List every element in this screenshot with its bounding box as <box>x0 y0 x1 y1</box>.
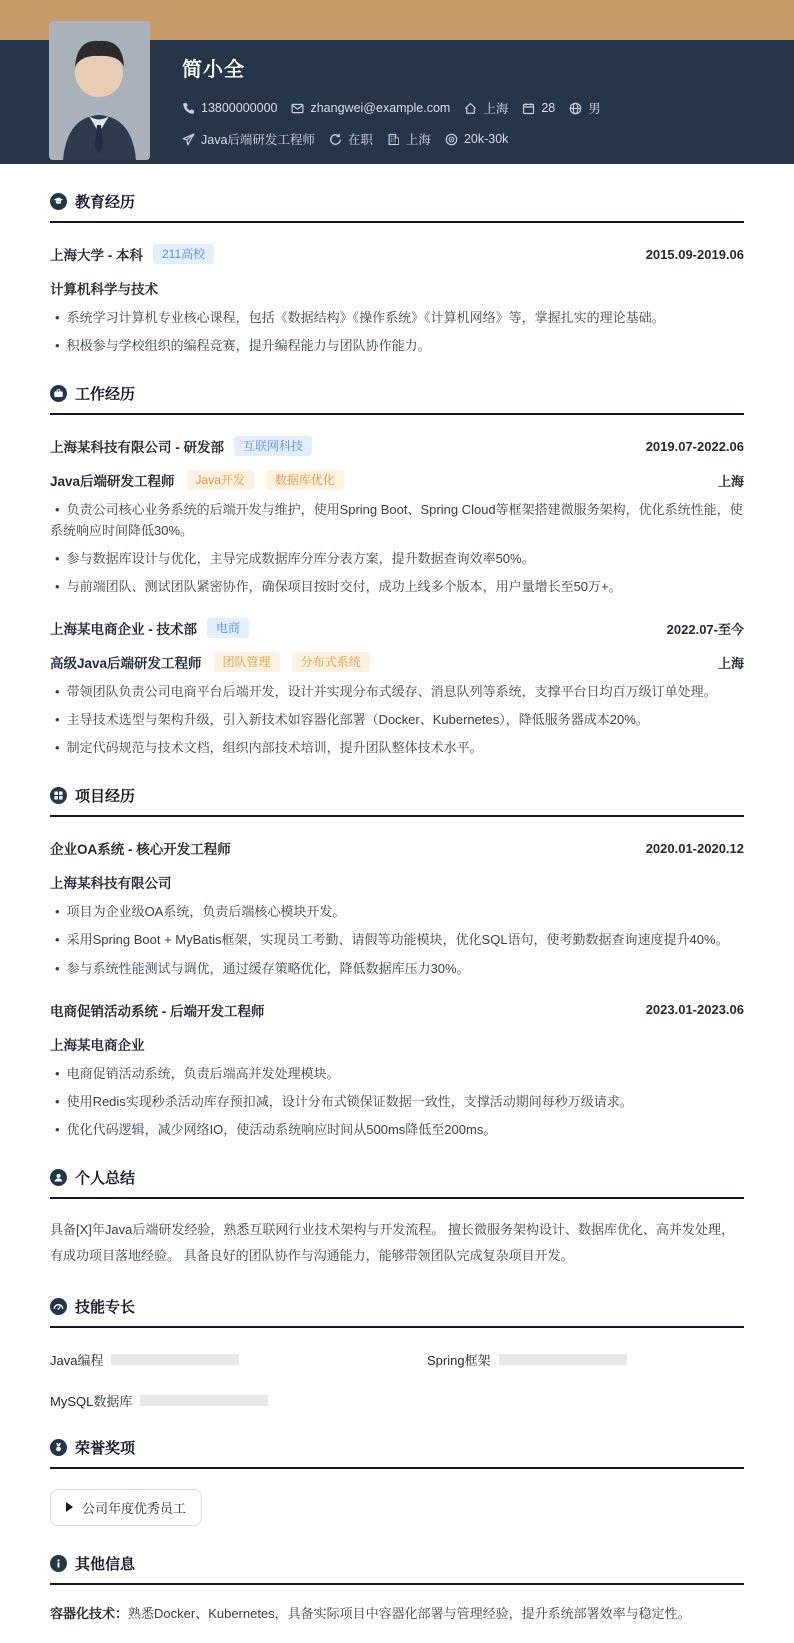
contact-row-2 <box>182 130 754 148</box>
email-icon <box>291 102 304 115</box>
job-title-value: Java后端研发工程师 <box>201 133 315 147</box>
salary-item <box>445 132 508 146</box>
skill-bar <box>499 1354 627 1365</box>
bullet-item: • 积极参与学校组织的编程竞赛，提升编程能力与团队协作能力。 <box>55 338 431 354</box>
medal-icon <box>50 1439 67 1456</box>
bullet-item: • 主导技术选型与架构升级，引入新技术如容器化部署（Docker、Kubernetes），降低服务器成本20%。 <box>55 712 649 728</box>
work-bullets <box>50 681 744 758</box>
skill-label: Spring框架 <box>427 1352 491 1368</box>
email-value: zhangwei@example.com <box>310 101 451 115</box>
section-other <box>50 1553 744 1625</box>
phone-icon <box>182 102 195 115</box>
education-entry <box>50 244 744 356</box>
bullet-item: • 参与数据库设计与优化，主导完成数据库分库分表方案，提升数据查询效率50%。 <box>55 551 535 567</box>
education-bullets <box>50 307 744 356</box>
work-date: 2022.07-至今 <box>666 621 744 637</box>
skill-tag: 分布式系统 <box>292 652 370 672</box>
work-entry <box>50 436 744 597</box>
gender-item <box>569 99 601 117</box>
graduation-cap-icon <box>50 193 67 210</box>
project-date: 2023.01-2023.06 <box>645 1002 744 1018</box>
project-date: 2020.01-2020.12 <box>645 840 744 856</box>
work-location: 上海 <box>717 473 744 489</box>
section-title: 工作经历 <box>75 386 136 404</box>
home-city-item <box>464 99 508 117</box>
honor-label: 公司年度优秀员工 <box>82 1500 187 1516</box>
work-bullets <box>50 499 744 597</box>
other-info-text: 熟悉Docker、Kubernetes，具备实际项目中容器化部署与管理经验，提升系统部署效率与稳定性。 <box>128 1605 691 1621</box>
home-icon <box>464 102 477 115</box>
globe-icon <box>569 102 582 115</box>
briefcase-icon <box>50 385 67 402</box>
bullet-item: • 系统学习计算机专业核心课程，包括《数据结构》《操作系统》《计算机网络》等，掌握扎实的理论基础。 <box>55 310 665 325</box>
bullet-item: • 优化代码逻辑，减少网络IO，使活动系统响应时间从500ms降低至200ms。 <box>55 1121 497 1137</box>
candidate-name: 简小全 <box>182 59 245 81</box>
work-location: 上海 <box>717 655 744 671</box>
work-header <box>50 383 744 415</box>
project-org: 上海某电商企业 <box>50 1037 145 1053</box>
phone-item <box>182 101 277 115</box>
project-name: 企业OA系统 - 核心开发工程师 <box>50 842 231 858</box>
section-title: 项目经历 <box>75 788 136 806</box>
section-education <box>50 191 744 356</box>
contact-row-1 <box>182 99 754 117</box>
work-city-item <box>387 130 431 148</box>
skill-tag: Java开发 <box>187 470 254 490</box>
person-icon <box>50 1169 67 1186</box>
school-badge: 211高校 <box>153 244 214 264</box>
work-date: 2019.07-2022.06 <box>645 438 744 454</box>
honor-chip[interactable] <box>50 1489 202 1526</box>
resume-body <box>0 191 794 1643</box>
project-bullets <box>50 901 744 978</box>
home-city-value: 上海 <box>483 102 509 116</box>
education-header <box>50 191 744 223</box>
job-status-value: 在职 <box>347 133 373 147</box>
job-title-icon <box>182 133 195 146</box>
skill-label: Java编程 <box>50 1352 104 1368</box>
other-info-line <box>50 1603 744 1625</box>
skill-bar <box>140 1395 268 1406</box>
section-title: 教育经历 <box>75 194 136 211</box>
section-summary <box>50 1167 744 1269</box>
section-title: 技能专长 <box>75 1298 136 1316</box>
skill-row <box>427 1350 744 1369</box>
bullet-item: • 参与系统性能测试与调优，通过缓存策略优化，降低数据库压力30%。 <box>55 960 470 976</box>
section-title: 个人总结 <box>75 1169 136 1187</box>
bullet-item: • 电商促销活动系统，负责后端高并发处理模块。 <box>55 1065 340 1081</box>
project-bullets <box>50 1063 744 1140</box>
skills-header <box>50 1296 744 1328</box>
work-city-value: 上海 <box>405 133 431 147</box>
gauge-icon <box>50 1298 67 1315</box>
section-title: 其他信息 <box>75 1555 136 1573</box>
profile-photo <box>49 21 150 160</box>
salary-icon <box>445 133 458 146</box>
company-name: 上海某科技有限公司 - 研发部 <box>50 440 224 456</box>
project-entry <box>50 1000 744 1140</box>
bullet-item: • 负责公司核心业务系统的后端开发与维护，使用Spring Boot、Spring Cloud等框架搭建微服务架构，优化系统性能，使系统响应时间降低30%。 <box>50 502 743 539</box>
bullet-item: • 与前端团队、测试团队紧密协作，确保项目按时交付，成功上线多个版本，用户量增长至50万+。 <box>55 579 622 595</box>
expand-triangle-icon <box>66 1502 73 1512</box>
info-icon <box>50 1555 67 1572</box>
major-name: 计算机科学与技术 <box>50 282 158 297</box>
email-item <box>291 101 450 115</box>
age-value: 28 <box>541 101 556 115</box>
summary-header <box>50 1167 744 1199</box>
section-title: 荣誉奖项 <box>75 1439 136 1457</box>
bullet-item: • 制定代码规范与技术文档，组织内部技术培训，提升团队整体技术水平。 <box>55 740 483 756</box>
bullet-item: • 项目为企业级OA系统，负责后端核心模块开发。 <box>55 904 346 920</box>
project-name: 电商促销活动系统 - 后端开发工程师 <box>50 1003 265 1019</box>
profile-photo-placeholder <box>49 21 150 160</box>
skill-tag: 团队管理 <box>214 652 280 672</box>
role-name: 高级Java后端研发工程师 <box>50 656 202 672</box>
section-skills <box>50 1296 744 1410</box>
job-title-item <box>182 130 315 148</box>
industry-badge: 电商 <box>207 618 249 638</box>
skills-grid <box>50 1350 744 1410</box>
bullet-item: • 采用Spring Boot + MyBatis框架，实现员工考勤、请假等功能模块，优化SQL语句，使考勤数据查询速度提升40%。 <box>55 932 729 948</box>
education-date: 2015.09-2019.06 <box>645 246 744 262</box>
honors-header <box>50 1437 744 1469</box>
skill-row <box>50 1391 367 1410</box>
age-item <box>522 101 555 115</box>
work-entry <box>50 618 744 758</box>
resume-header <box>0 40 794 164</box>
phone-value: 13800000000 <box>201 101 278 115</box>
role-name: Java后端研发工程师 <box>50 474 175 490</box>
other-header <box>50 1553 744 1585</box>
section-projects <box>50 785 744 1139</box>
grid-icon <box>50 787 67 804</box>
other-info-label: 容器化技术： <box>50 1605 129 1621</box>
skill-label: MySQL数据库 <box>50 1393 133 1409</box>
section-honors <box>50 1437 744 1526</box>
building-icon <box>387 133 400 146</box>
project-entry <box>50 838 744 978</box>
age-icon <box>522 102 535 115</box>
projects-header <box>50 785 744 817</box>
summary-text: 具备[X]年Java后端研发经验，熟悉互联网行业技术架构与开发流程。 擅长微服务架构设计、数据库优化、高并发处理，有成功项目落地经验。 具备良好的团队协作与沟通能力，能够带领团队完成复杂项目开发。 <box>50 1221 734 1263</box>
job-status-item <box>329 130 373 148</box>
bullet-item: • 使用Redis实现秒杀活动库存预扣减，设计分布式锁保证数据一致性，支撑活动期间每秒万级请求。 <box>55 1093 633 1109</box>
salary-value: 20k-30k <box>463 132 509 146</box>
skill-bar <box>111 1354 239 1365</box>
status-icon <box>329 133 342 146</box>
company-name: 上海某电商企业 - 技术部 <box>50 622 197 638</box>
industry-badge: 互联网科技 <box>234 436 312 456</box>
gender-value: 男 <box>588 102 601 116</box>
skill-row <box>50 1350 367 1369</box>
project-org: 上海某科技有限公司 <box>50 876 172 892</box>
skill-tag: 数据库优化 <box>266 470 344 490</box>
section-work <box>50 383 744 758</box>
bullet-item: • 带领团队负责公司电商平台后端开发，设计并实现分布式缓存、消息队列等系统，支撑平台日均百万级订单处理。 <box>55 684 717 700</box>
school-name: 上海大学 - 本科 <box>50 248 143 263</box>
